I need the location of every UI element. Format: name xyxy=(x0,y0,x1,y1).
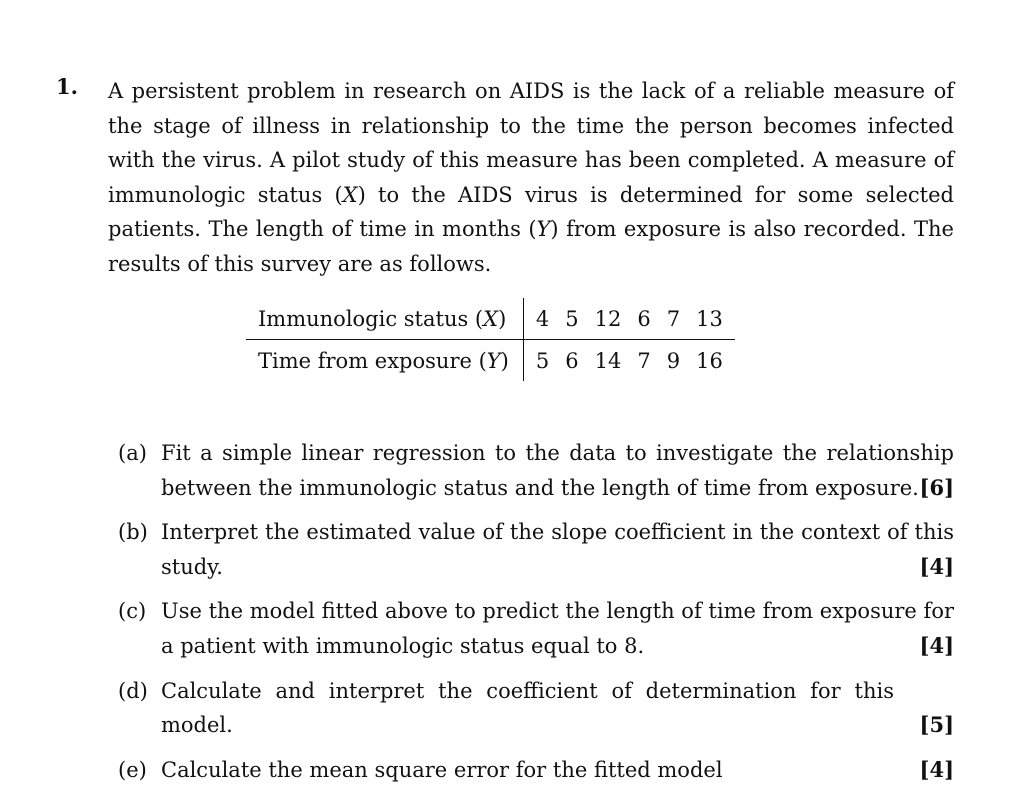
x-value: 12 xyxy=(587,298,630,340)
part-text: Fit a simple linear regression to the data to investigate the relationship between the immunologic status and the length of time from exposure. xyxy=(161,441,954,500)
question-parts xyxy=(118,436,954,797)
y-value: 9 xyxy=(666,348,681,373)
intro-text-1: A persistent problem in research on AIDS is the lack of a reliable measure of the stage of illness in relationship to the time the person becomes infected with the virus. A pilot study of this measure has been completed. A measure of immunologic status ( xyxy=(108,79,954,207)
part-d xyxy=(118,674,954,743)
part-letter: (e) xyxy=(118,757,147,782)
part-text: Use the model fitted above to predict the length of time from exposure for a patient with immunologic status equal to 8. xyxy=(161,599,954,658)
row-label-x: Immunologic status (X) xyxy=(246,298,523,340)
y-value: 16 xyxy=(696,348,723,373)
intro-variable-y: Y xyxy=(536,217,551,242)
part-a xyxy=(118,436,954,505)
question-intro xyxy=(108,74,954,282)
y-value: 5 xyxy=(535,348,550,373)
x-value: 4 xyxy=(523,298,557,340)
part-marks: [6] xyxy=(919,474,954,500)
y-value: 6 xyxy=(565,348,579,373)
part-marks: [4] xyxy=(919,756,954,782)
part-letter: (c) xyxy=(118,599,147,624)
part-letter: (d) xyxy=(118,678,148,703)
data-table xyxy=(246,298,735,381)
y-value: 14 xyxy=(594,348,622,373)
row-label-y: Time from exposure (Y) xyxy=(246,340,523,382)
part-text: Interpret the estimated value of the slope coefficient in the context of this study. xyxy=(161,520,954,579)
part-c xyxy=(118,594,954,663)
x-value: 6 xyxy=(629,298,658,340)
part-text: Calculate and interpret the coefficient of determination for this model. xyxy=(161,678,894,738)
x-value: 13 xyxy=(688,298,735,340)
part-letter: (a) xyxy=(118,441,147,465)
part-letter: (b) xyxy=(118,520,148,545)
intro-variable-x: X xyxy=(342,182,358,207)
question-1 xyxy=(56,74,954,782)
part-b xyxy=(118,515,954,584)
part-marks: [4] xyxy=(919,632,954,658)
part-marks: [5] xyxy=(919,712,954,738)
part-text: Calculate the mean square error for the fitted model xyxy=(161,757,723,782)
intro-text-2: ) to the AIDS virus is determined for some selected patients. The length of time in months ( xyxy=(108,182,954,242)
variable-symbol: X xyxy=(483,306,499,331)
intro-text-3: ) from exposure is also recorded. The results of this survey are as follows. xyxy=(108,217,954,276)
part-e xyxy=(118,753,954,788)
x-value: 5 xyxy=(557,298,586,340)
part-marks: [4] xyxy=(919,553,954,579)
variable-symbol: Y xyxy=(486,348,501,373)
table-row-y xyxy=(246,340,735,382)
y-value: 7 xyxy=(637,348,651,373)
x-value: 7 xyxy=(659,298,688,340)
table-row-x xyxy=(246,298,735,340)
question-number: 1. xyxy=(56,74,78,99)
